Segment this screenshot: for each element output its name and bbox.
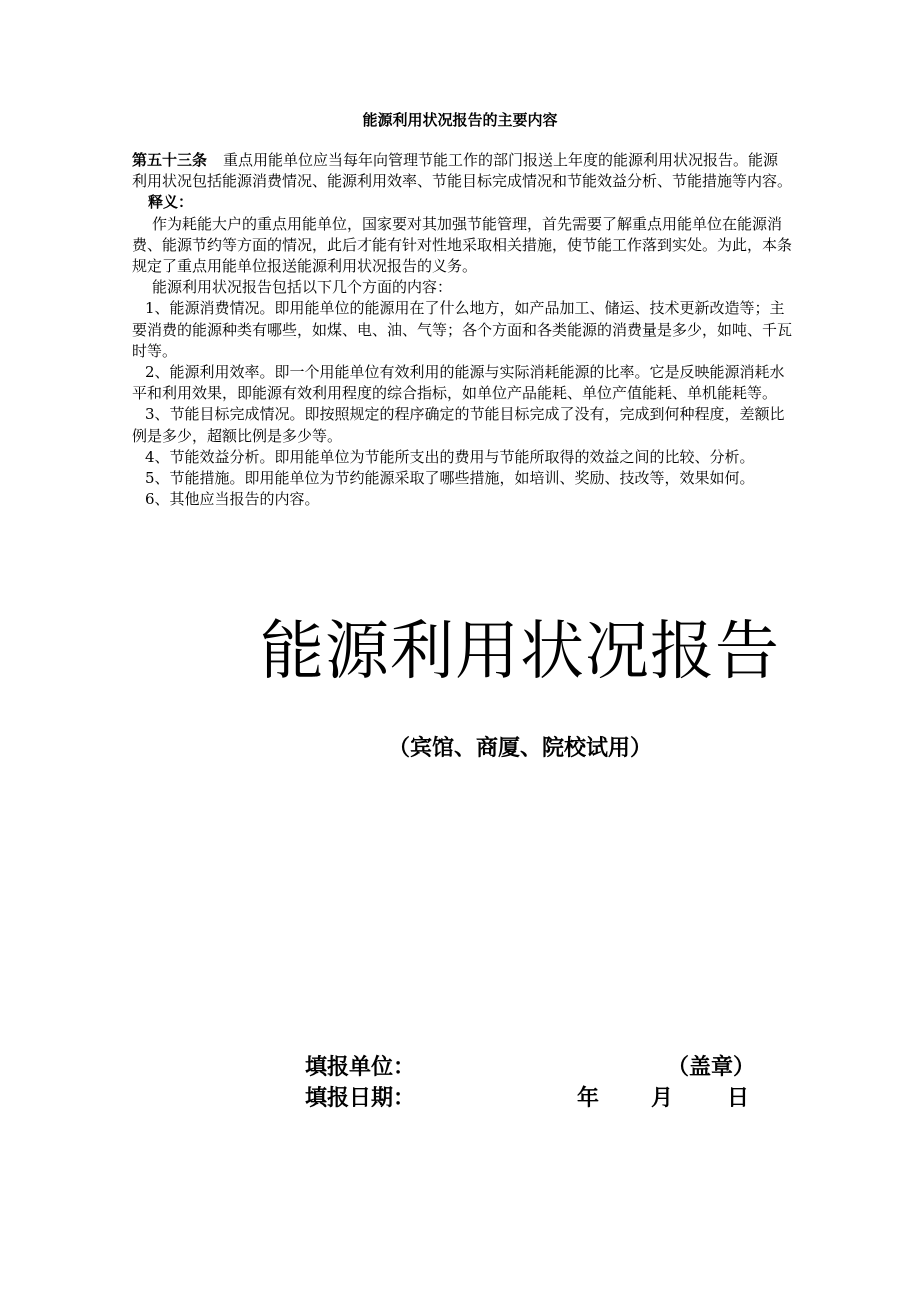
list-item-3: 3、节能目标完成情况。即按照规定的程序确定的节能目标完成了没有，完成到何种程度，差额比例是多少，超额比例是多少等。 [132,405,785,445]
interpretation-paragraph-2: 能源利用状况报告包括以下几个方面的内容： [152,278,453,297]
day-label: 日 [727,1086,750,1111]
reporting-date-row [305,1082,765,1116]
list-item-2: 2、能源利用效率。即一个用能单位有效利用的能源与实际消耗能源的比率。它是反映能源消耗水平和利用效果，即能源有效利用程度的综合指标，如单位产品能耗、单位产值能耗、单机能耗等。 [132,363,785,403]
article-body [132,150,792,510]
reporting-unit-label: 填报单位： [305,1055,416,1080]
cover-title: 能源利用状况报告 [260,615,780,689]
interpretation-paragraph-1: 作为耗能大户的重点用能单位，国家要对其加强节能管理，首先需要了解重点用能单位在能源消费、能源节约等方面的情况，此后才能有针对性地采取相关措施，使节能工作落到实处。为此，本条规定了重点用能单位报送能源利用状况报告的义务。 [132,214,793,276]
list-item-1: 1、能源消费情况。即用能单位的能源用在了什么地方，如产品加工、储运、技术更新改造等；主要消费的能源种类有哪些，如煤、电、油、气等；各个方面和各类能源的消费量是多少，如吨、千瓦时等。 [132,299,793,360]
article-paragraph [132,150,792,192]
cover-subtitle: （宾馆、商厦、院校试用） [387,736,652,761]
reporting-unit-row [305,1051,765,1085]
interpretation-label: 释义： [148,193,194,212]
article-text: 重点用能单位应当每年向管理节能工作的部门报送上年度的能源利用状况报告。能源利用状况包括能源消费情况、能源利用效率、节能目标完成情况和节能效益分析、节能措施等内容。 [132,151,793,191]
seal-label: （盖章） [667,1055,756,1080]
list-item-4: 4、节能效益分析。即用能单位为节能所支出的费用与节能所取得的效益之间的比较、分析。 [145,447,755,466]
reporting-date-label: 填报日期： [305,1086,416,1111]
year-label: 年 [577,1086,600,1111]
month-label: 月 [651,1086,674,1111]
list-item-5: 5、节能措施。即用能单位为节约能源采取了哪些措施，如培训、奖励、技改等，效果如何。 [145,469,755,488]
section-heading: 能源利用状况报告的主要内容 [362,111,558,129]
list-item-6: 6、其他应当报告的内容。 [145,490,320,509]
article-label: 第五十三条 [132,151,208,169]
